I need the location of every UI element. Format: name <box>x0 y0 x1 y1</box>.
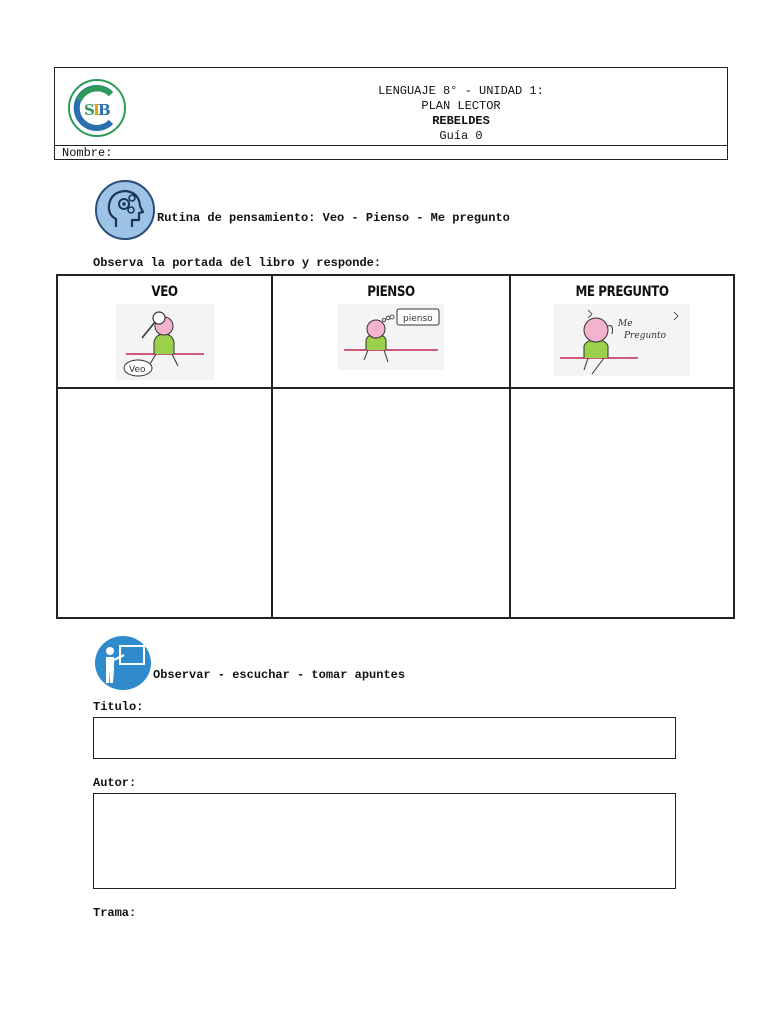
me-pregunto-bubble-line2: Pregunto <box>624 331 667 341</box>
me-pregunto-bubble-line1: Me <box>618 319 633 329</box>
svg-text:I: I <box>93 101 101 119</box>
header-divider <box>55 145 727 146</box>
veo-illustration <box>116 304 214 380</box>
header-line-subject: LENGUAJE 8° - UNIDAD 1: <box>378 84 544 98</box>
notes-title: Observar - escuchar - tomar apuntes <box>153 668 406 682</box>
table-answer-row <box>57 388 734 618</box>
titulo-input-box[interactable] <box>93 717 676 759</box>
veo-column-title: VEO <box>151 284 178 300</box>
pienso-column-title: PIENSO <box>367 284 415 300</box>
autor-label: Autor: <box>93 776 137 790</box>
school-logo <box>67 78 127 138</box>
header-line-book: REBELDES <box>432 114 490 128</box>
me-pregunto-illustration <box>554 304 690 376</box>
header-line-plan: PLAN LECTOR <box>421 99 501 113</box>
header-title-block <box>225 84 697 144</box>
routine-title: Rutina de pensamiento: Veo - Pienso - Me pregunto <box>157 211 510 225</box>
me-pregunto-header-cell <box>510 275 734 388</box>
header-box <box>54 67 728 160</box>
me-pregunto-answer-cell[interactable] <box>510 388 734 618</box>
veo-header-cell <box>57 275 272 388</box>
routine-instruction: Observa la portada del libro y responde: <box>93 256 382 270</box>
svg-text:B: B <box>98 101 111 119</box>
titulo-label: Titulo: <box>93 700 144 714</box>
pienso-header-cell <box>272 275 510 388</box>
veo-bubble-text: Veo <box>128 365 146 375</box>
svg-text:S: S <box>84 101 95 119</box>
trama-label: Trama: <box>93 906 137 920</box>
teacher-board-icon <box>94 635 152 691</box>
head-gear-icon <box>94 179 156 241</box>
thinking-routine-table <box>56 274 735 619</box>
table-header-row <box>57 275 734 388</box>
header-line-guide: Guía 0 <box>439 129 483 143</box>
autor-input-box[interactable] <box>93 793 676 889</box>
pienso-bubble-text: pienso <box>403 314 433 324</box>
nombre-field[interactable]: Nombre: <box>62 146 113 160</box>
pienso-illustration <box>338 304 444 370</box>
pienso-answer-cell[interactable] <box>272 388 510 618</box>
veo-answer-cell[interactable] <box>57 388 272 618</box>
me-pregunto-column-title: ME PREGUNTO <box>575 284 669 300</box>
